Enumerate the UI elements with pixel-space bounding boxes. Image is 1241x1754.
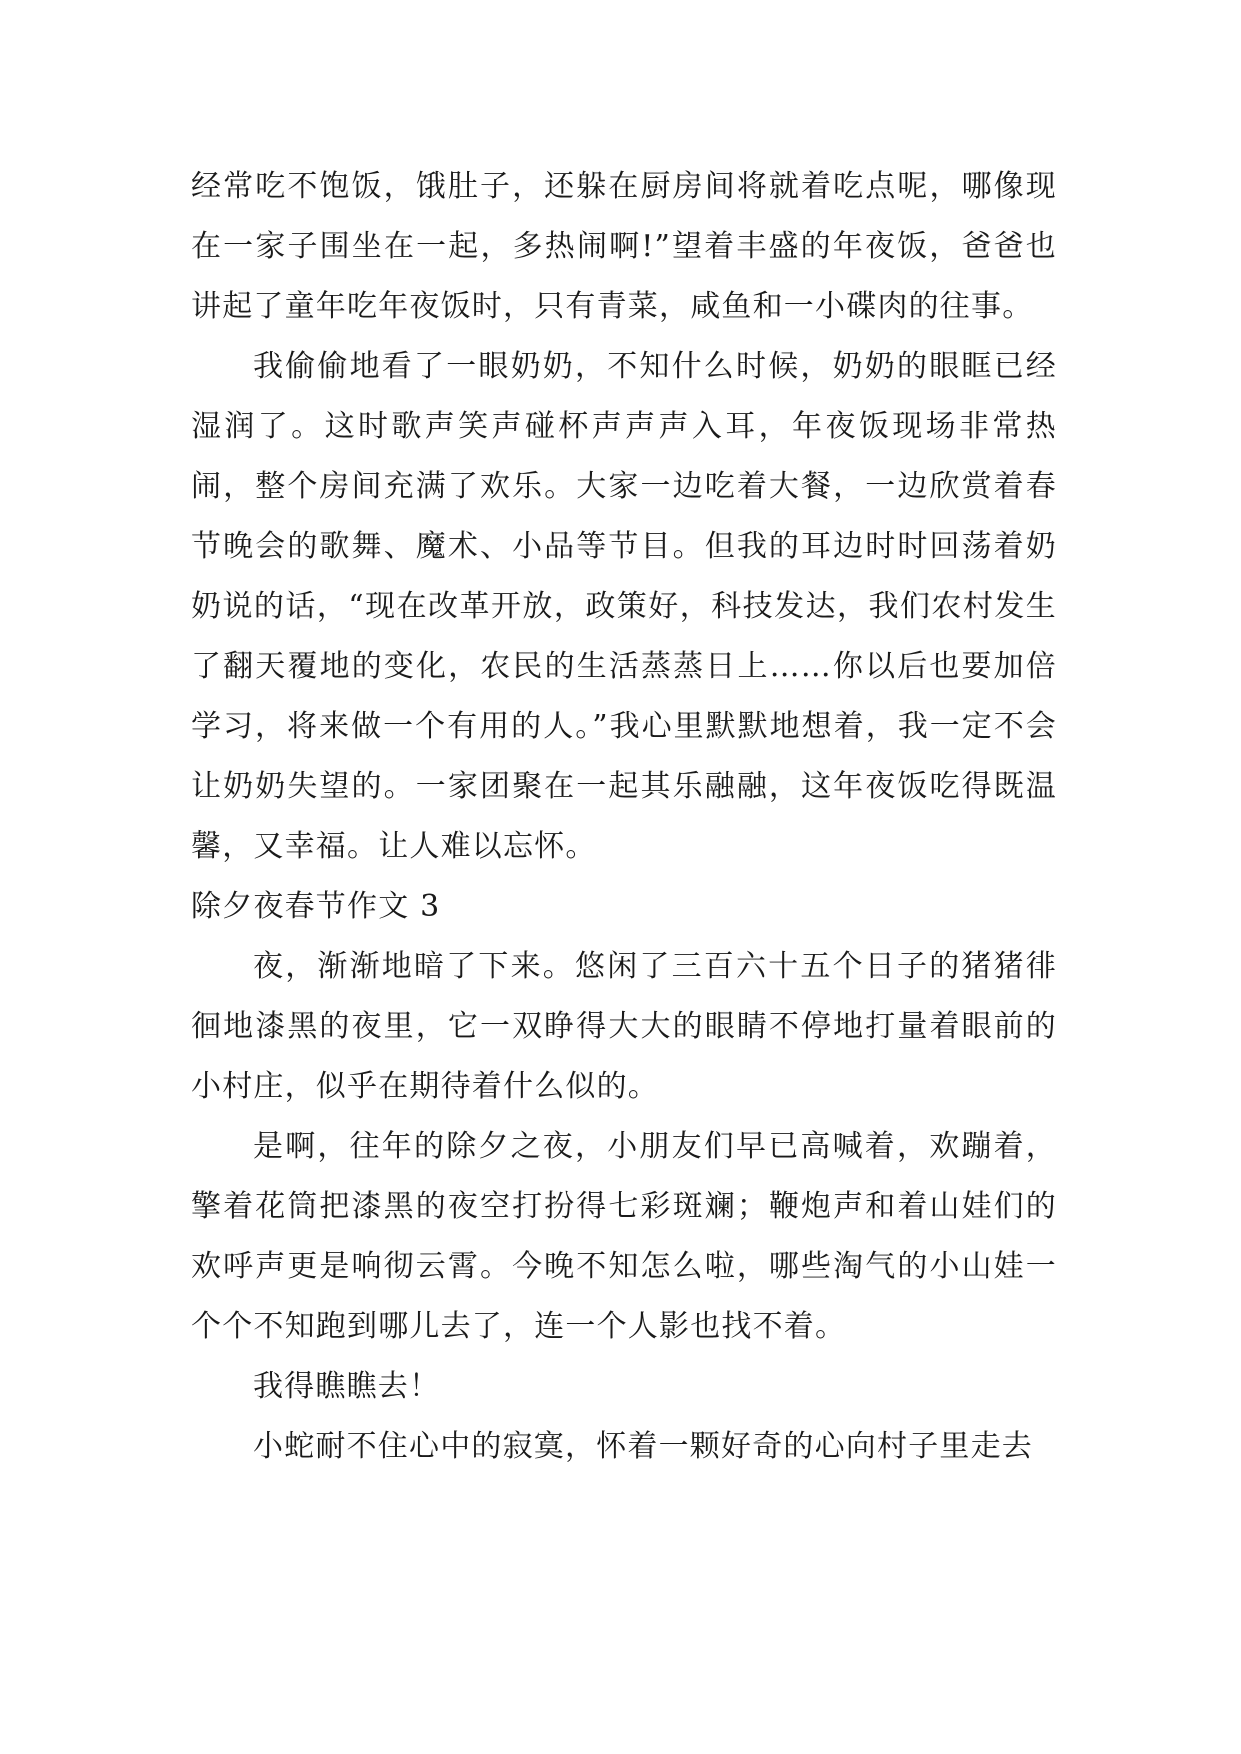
document-body [191, 157, 1057, 1477]
paragraph-go-see: 我得瞧瞧去！ [253, 1369, 441, 1404]
paragraph-grandma-tears: 我偷偷地看了一眼奶奶，不知什么时候，奶奶的眼眶已经湿润了。这时歌声笑声碰杯声声声入耳，年夜饭现场非常热闹，整个房间充满了欢乐。大家一边吃着大餐，一边欣赏着春节晚会的歌舞、魔术、小品等节目。但我的耳边时时回荡着奶奶说的话，“现在改革开放，政策好，科技发达，我们农村发生了翻天覆地的变化，农民的生活蒸蒸日上……你以后也要加倍学习，将来做一个有用的人。”我心里默默地想着，我一定不会让奶奶失望的。一家团聚在一起其乐融融，这年夜饭吃得既温馨，又幸福。让人难以忘怀。 [191, 349, 1057, 864]
section-heading: 除夕夜春节作文 3 [191, 889, 441, 924]
paragraph-night-falls: 夜，渐渐地暗了下来。悠闲了三百六十五个日子的猪猪徘徊地漆黑的夜里，它一双睁得大大的眼睛不停地打量着眼前的小村庄，似乎在期待着什么似的。 [191, 949, 1057, 1104]
paragraph-past-new-years-eve: 是啊，往年的除夕之夜，小朋友们早已高喊着，欢蹦着，擎着花筒把漆黑的夜空打扮得七彩斑斓；鞭炮声和着山娃们的欢呼声更是响彻云霄。今晚不知怎么啦，哪些淘气的小山娃一个个不知跑到哪儿去了，连一个人影也找不着。 [191, 1129, 1057, 1344]
paragraph-little-snake: 小蛇耐不住心中的寂寞，怀着一颗好奇的心向村子里走去 [253, 1429, 1033, 1464]
paragraph-continuation: 经常吃不饱饭，饿肚子，还躲在厨房间将就着吃点呢，哪像现在一家子围坐在一起，多热闹啊!”望着丰盛的年夜饭，爸爸也讲起了童年吃年夜饭时，只有青菜，咸鱼和一小碟肉的往事。 [191, 169, 1057, 324]
